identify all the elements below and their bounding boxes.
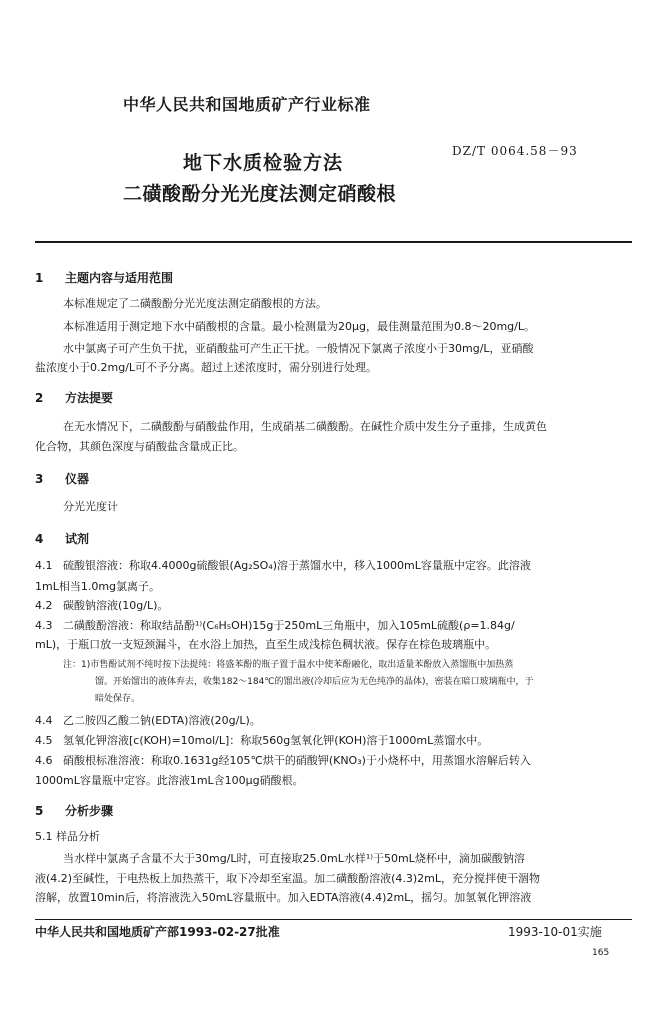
list-item: 4.1 硫酸银溶液：称取4.4000g硫酸银(Ag₂SO₄)溶于蒸馏水中，移入1000mL容量瓶中定容。此溶液	[35, 559, 531, 572]
bottom-divider	[35, 919, 632, 920]
document-subtitle: 二磺酸酚分光光度法测定硝酸根	[123, 183, 397, 205]
effective-date: 1993-10-01实施	[508, 925, 602, 939]
org-title: 中华人民共和国地质矿产行业标准	[123, 95, 371, 114]
section-1-heading: 1 主题内容与适用范围	[35, 271, 174, 285]
footnote: 注：1)市售酚试剂不纯时按下法提纯：将盛苯酚的瓶子置于温水中使苯酚融化，取出适量苯酚放入蒸馏瓶中加热蒸	[63, 660, 514, 670]
list-item: 4.6 硝酸根标准溶液：称取0.1631g经105℃烘干的硝酸钾(KNO₃)于小烧杯中，用蒸馏水溶解后转入	[35, 754, 531, 767]
paragraph: 化合物，其颜色深度与硝酸盐含量成正比。	[35, 440, 244, 453]
top-divider	[35, 241, 632, 243]
list-item: 4.2 碳酸钠溶液(10g/L)。	[35, 599, 169, 612]
paragraph: 1000mL容量瓶中定容。此溶液1mL含100μg硝酸根。	[35, 774, 304, 787]
issuer-line: 中华人民共和国地质矿产部1993-02-27批准	[35, 925, 280, 939]
paragraph: 盐浓度小于0.2mg/L可不予分离。超过上述浓度时，需分别进行处理。	[35, 361, 378, 374]
section-2-heading: 2 方法提要	[35, 391, 114, 405]
paragraph: 在无水情况下，二磺酸酚与硝酸盐作用，生成硝基二磺酸酚。在碱性介质中发生分子重排，生成黄色	[63, 420, 547, 433]
paragraph: 水中氯离子可产生负干扰，亚硝酸盐可产生正干扰。一般情况下氯离子浓度小于30mg/L，亚硝酸	[63, 342, 534, 355]
section-3-heading: 3 仪器	[35, 472, 90, 486]
document-code: DZ/T 0064.58－93	[452, 144, 578, 158]
footnote: 暗处保存。	[95, 694, 141, 704]
paragraph: 本标准规定了二磺酸酚分光光度法测定硝酸根的方法。	[63, 297, 327, 310]
section-4-heading: 4 试剂	[35, 532, 90, 546]
section-5-heading: 5 分析步骤	[35, 804, 114, 818]
page-number: 165	[592, 948, 610, 958]
paragraph: 1mL相当1.0mg氯离子。	[35, 580, 161, 593]
paragraph: 当水样中氯离子含量不大于30mg/L时，可直接取25.0mL水样¹⁾于50mL烧杯中，滴加碳酸钠溶	[63, 852, 525, 865]
paragraph: 溶解，放置10min后，将溶液洗入50mL容量瓶中。加入EDTA溶液(4.4)2mL，摇匀。加氢氧化钾溶液	[35, 891, 532, 904]
paragraph: mL)，于瓶口放一支短颈漏斗，在水浴上加热，直至生成浅棕色稠状液。保存在棕色玻璃瓶中。	[35, 638, 497, 651]
list-item: 4.3 二磺酸酚溶液：称取结晶酚¹⁾(C₆H₅OH)15g于250mL三角瓶中，加入105mL硫酸(ρ=1.84g/	[35, 619, 515, 632]
list-item: 4.5 氢氧化钾溶液[c(KOH)=10mol/L]：称取560g氢氧化钾(KOH)溶于1000mL蒸馏水中。	[35, 734, 489, 747]
paragraph: 分光光度计	[63, 500, 118, 513]
subsection-heading: 5.1 样品分析	[35, 830, 100, 843]
paragraph: 液(4.2)至碱性，于电热板上加热蒸干，取下冷却至室温。加二磺酸酚溶液(4.3)2mL，充分搅拌使干涸物	[35, 872, 540, 885]
paragraph: 本标准适用于测定地下水中硝酸根的含量。最小检测量为20μg，最佳测量范围为0.8～20mg/L。	[63, 320, 535, 333]
list-item: 4.4 乙二胺四乙酸二钠(EDTA)溶液(20g/L)。	[35, 714, 261, 727]
document-title: 地下水质检验方法	[183, 152, 344, 174]
footnote: 馏。开始馏出的液体弃去，收集182～184℃的馏出液(冷却后应为无色纯净的晶体)，密装在暗口玻璃瓶中，于	[95, 677, 534, 687]
